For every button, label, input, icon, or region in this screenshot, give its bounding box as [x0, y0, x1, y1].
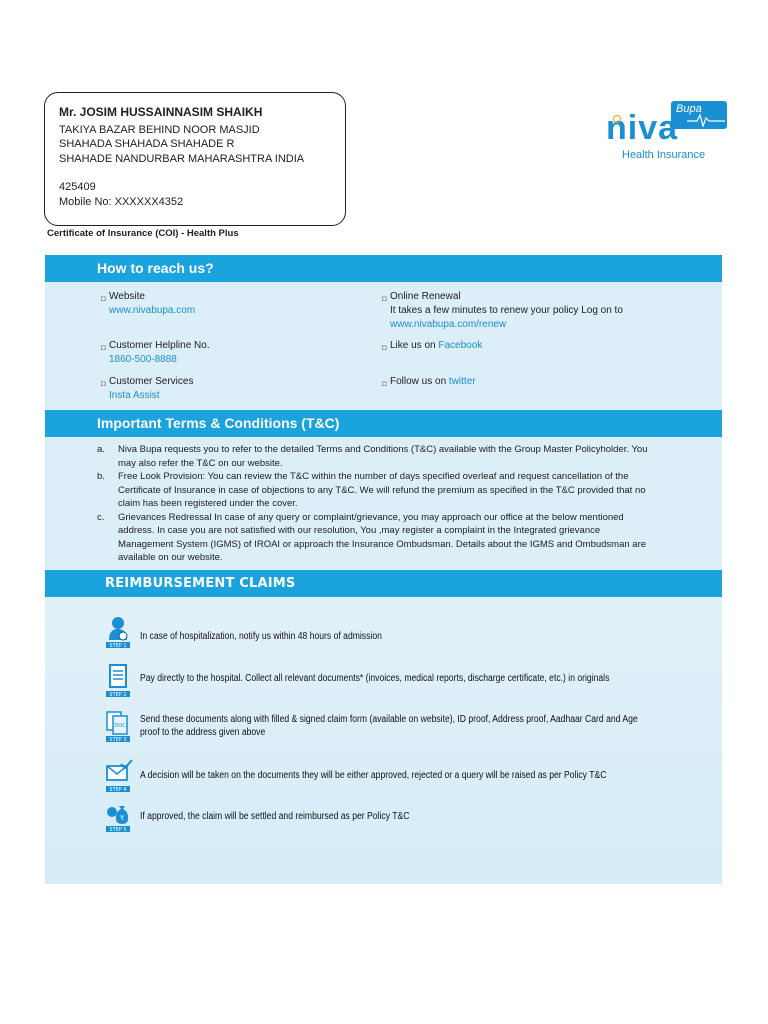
services-label: Customer Services — [109, 376, 194, 387]
insta-assist-link[interactable]: Insta Assist — [109, 390, 160, 401]
bullet-icon: ◘ — [101, 379, 106, 388]
coi-title: Certificate of Insurance (COI) - Health Plus — [47, 228, 239, 239]
bupa-badge — [671, 101, 727, 129]
terms-text: Free Look Provision: You can review the T&C within the number of days specified overleaf and request cancellation of the Certificate of Insurance in case of objections to any T&C. We will refund the premium as specified in the T&C provided that no claim has been registered under the cover. — [118, 471, 646, 509]
bullet-icon: ◘ — [101, 294, 106, 303]
terms-item — [97, 443, 657, 470]
helpline-number[interactable]: 1860-500-8888 — [109, 354, 177, 365]
address-line-2: SHAHADA SHAHADA SHAHADE R — [59, 138, 235, 150]
money-bag-icon — [101, 798, 135, 832]
services-block — [101, 375, 194, 403]
step-badge: STEP 2 — [109, 692, 127, 697]
renewal-block — [382, 290, 623, 332]
bullet-icon: ◘ — [101, 343, 106, 352]
reach-us-heading: How to reach us? — [45, 255, 722, 282]
step-3-text — [140, 713, 638, 739]
terms-item — [97, 511, 657, 565]
website-link[interactable]: www.nivabupa.com — [109, 305, 196, 316]
terms-marker: a. — [97, 444, 105, 455]
svg-text:DOC: DOC — [114, 723, 126, 729]
step-3-line-1: Send these documents along with filled & signed claim form (available on website), ID proof, Address proof, Aadhaar Card and Age — [140, 714, 638, 725]
website-label: Website — [109, 291, 145, 302]
reimbursement-heading: REIMBURSEMENT CLAIMS — [45, 570, 722, 597]
address-box — [44, 92, 346, 226]
niva-brand: niva — [606, 109, 679, 147]
follow-us-label: Follow us on — [390, 376, 449, 387]
facebook-link[interactable]: Facebook — [438, 340, 483, 351]
terms-text: Grievances Redressal In case of any query or complaint/grievance, you may approach our office at the below mentioned address. In case you are not satisfied with our resolution, You ,may register a complaint in the Integrated grievance Management System (IGMS) of IROAI or approach the Insurance Ombudsman. Details about the IGMS and Ombudsman are available on our website. — [118, 511, 647, 563]
step-4-text: A decision will be taken on the documents they will be either approved, rejected or a query will be raised as per Policy T&C — [140, 770, 607, 781]
helpline-label: Customer Helpline No. — [109, 340, 210, 351]
heartbeat-icon — [687, 113, 725, 127]
address-line-1: TAKIYA BAZAR BEHIND NOOR MASJID — [59, 123, 260, 136]
step-5-text: If approved, the claim will be settled and reimbursed as per Policy T&C — [140, 811, 410, 822]
phone-person-icon — [101, 614, 135, 648]
terms-panel — [45, 410, 722, 570]
logo-dot — [613, 115, 621, 123]
twitter-block — [382, 375, 476, 389]
step-badge: STEP 5 — [109, 827, 127, 832]
step-badge: STEP 1 — [109, 643, 127, 648]
terms-list — [97, 443, 657, 565]
facebook-block — [382, 339, 483, 353]
terms-marker: b. — [97, 471, 105, 482]
renewal-label: Online Renewal — [390, 291, 461, 302]
twitter-link[interactable]: twitter — [448, 376, 476, 387]
terms-marker: c. — [97, 511, 105, 523]
step-3-line-2: proof to the address given above — [140, 727, 266, 738]
reimbursement-panel — [45, 570, 722, 884]
renewal-text: It takes a few minutes to renew your policy Log on to — [390, 305, 623, 316]
niva-bupa-logo — [606, 101, 726, 165]
bullet-icon: ◘ — [382, 343, 387, 352]
logo-tagline: Health Insurance — [622, 149, 706, 161]
terms-item — [97, 470, 657, 511]
bullet-icon: ◘ — [382, 379, 387, 388]
step-2-text: Pay directly to the hospital. Collect all relevant documents* (invoices, medical reports, discharge certificate, etc.) in originals — [140, 673, 610, 684]
insured-name: Mr. JOSIM HUSSAINNASIM SHAIKH — [59, 105, 263, 119]
mobile-number: Mobile No: XXXXXX4352 — [59, 195, 184, 208]
reach-us-panel — [45, 255, 722, 410]
document-icon — [101, 663, 135, 697]
doc-forms-icon — [101, 708, 135, 742]
step-1-text: In case of hospitalization, notify us within 48 hours of admission — [140, 631, 382, 642]
terms-heading: Important Terms & Conditions (T&C) — [45, 410, 722, 437]
step-badge: STEP 3 — [109, 737, 127, 742]
step-badge: STEP 4 — [109, 787, 127, 792]
terms-text: Niva Bupa requests you to refer to the detailed Terms and Conditions (T&C) available with the Group Master Policyholder. You may also refer the T&C on our website. — [118, 444, 648, 469]
like-us-label: Like us on — [390, 340, 439, 351]
envelope-check-icon — [101, 758, 135, 792]
website-block — [101, 290, 196, 318]
address-line-3: SHAHADE NANDURBAR MAHARASHTRA INDIA — [59, 152, 305, 165]
address-pin: 425409 — [59, 181, 96, 193]
renewal-link[interactable]: www.nivabupa.com/renew — [390, 319, 507, 330]
bullet-icon: ◘ — [382, 294, 387, 303]
bupa-text: Bupa — [676, 103, 702, 115]
helpline-block — [101, 339, 210, 367]
svg-text:₹: ₹ — [120, 815, 124, 822]
